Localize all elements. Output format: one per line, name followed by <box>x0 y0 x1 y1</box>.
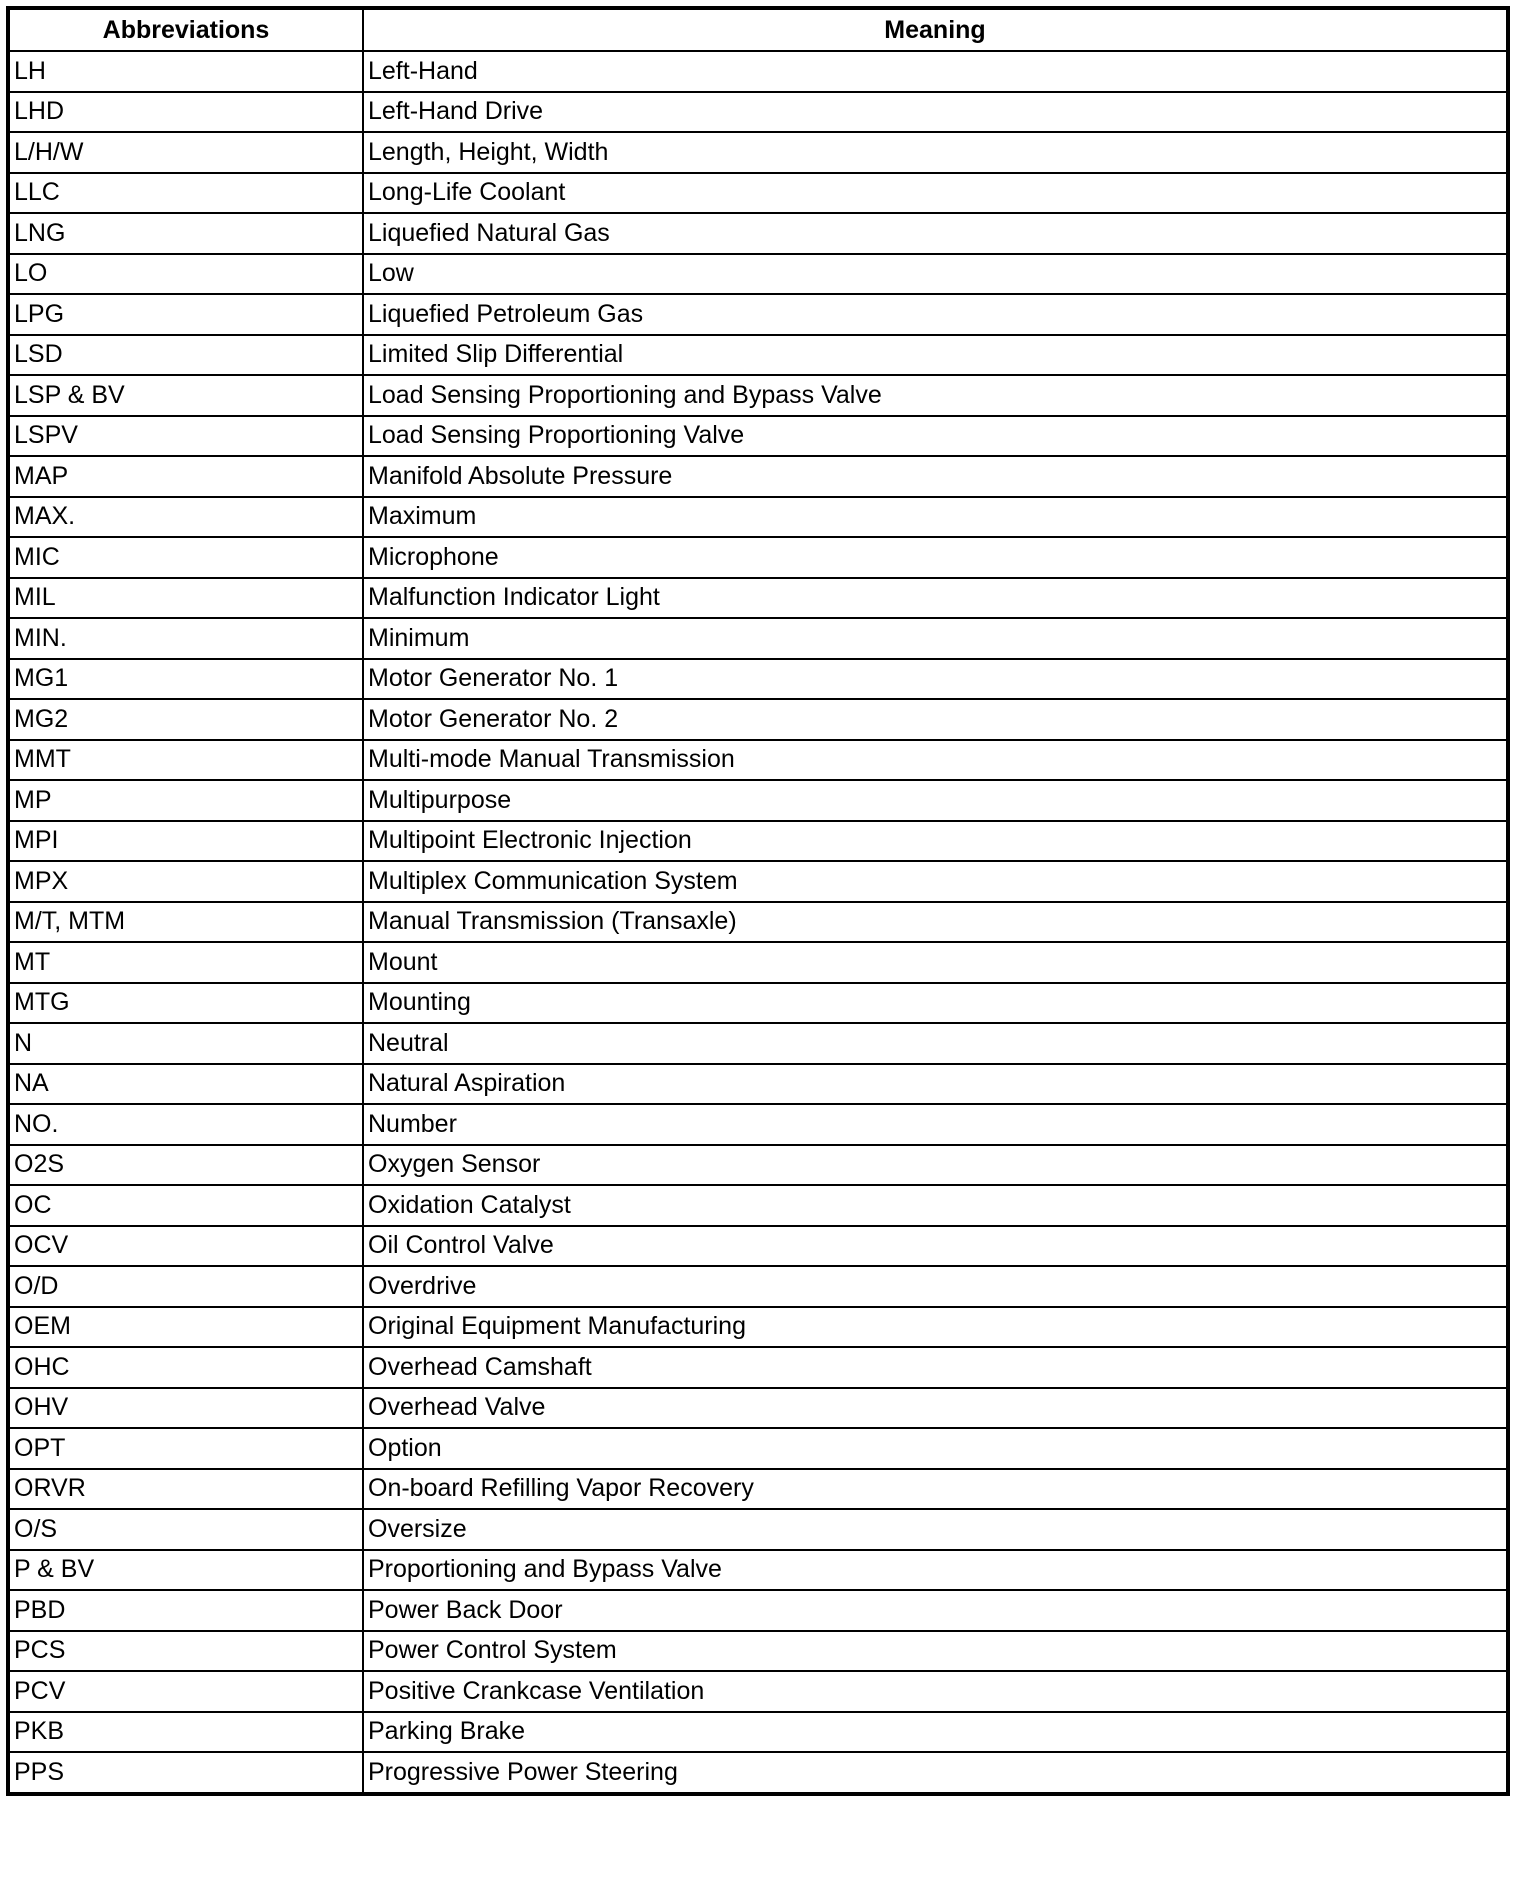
table-header <box>8 8 1508 51</box>
abbreviation-cell: O/S <box>8 1509 363 1550</box>
meaning-cell: Manual Transmission (Transaxle) <box>363 902 1508 943</box>
abbreviation-cell: O/D <box>8 1266 363 1307</box>
abbreviation-cell: OEM <box>8 1307 363 1348</box>
meaning-cell: Oxidation Catalyst <box>363 1185 1508 1226</box>
table-row <box>8 1064 1508 1105</box>
meaning-cell: Motor Generator No. 1 <box>363 659 1508 700</box>
meaning-cell: Motor Generator No. 2 <box>363 699 1508 740</box>
table-row <box>8 983 1508 1024</box>
table-row <box>8 1509 1508 1550</box>
meaning-cell: Left-Hand Drive <box>363 92 1508 133</box>
abbreviation-cell: OPT <box>8 1428 363 1469</box>
meaning-cell: Minimum <box>363 618 1508 659</box>
abbreviation-cell: OC <box>8 1185 363 1226</box>
abbreviation-cell: MTG <box>8 983 363 1024</box>
meaning-cell: Limited Slip Differential <box>363 335 1508 376</box>
abbreviation-cell: MG2 <box>8 699 363 740</box>
meaning-cell: Length, Height, Width <box>363 132 1508 173</box>
table-row <box>8 1307 1508 1348</box>
meaning-cell: Oxygen Sensor <box>363 1145 1508 1186</box>
header-row <box>8 8 1508 51</box>
table-row <box>8 1671 1508 1712</box>
meaning-cell: Microphone <box>363 537 1508 578</box>
table-row <box>8 335 1508 376</box>
abbreviation-cell: PCV <box>8 1671 363 1712</box>
meaning-cell: Mount <box>363 942 1508 983</box>
meaning-cell: Number <box>363 1104 1508 1145</box>
abbreviation-cell: M/T, MTM <box>8 902 363 943</box>
table-row <box>8 659 1508 700</box>
meaning-cell: Oil Control Valve <box>363 1226 1508 1267</box>
abbreviation-cell: NA <box>8 1064 363 1105</box>
meaning-cell: Overhead Valve <box>363 1388 1508 1429</box>
meaning-cell: Option <box>363 1428 1508 1469</box>
table-row <box>8 1752 1508 1794</box>
table-row <box>8 821 1508 862</box>
meaning-cell: Long-Life Coolant <box>363 173 1508 214</box>
meaning-cell: Original Equipment Manufacturing <box>363 1307 1508 1348</box>
table-row <box>8 92 1508 133</box>
abbreviation-cell: PPS <box>8 1752 363 1794</box>
abbreviation-cell: LSD <box>8 335 363 376</box>
abbreviation-cell: MAX. <box>8 497 363 538</box>
table-row <box>8 1226 1508 1267</box>
table-row <box>8 1712 1508 1753</box>
abbreviation-cell: MAP <box>8 456 363 497</box>
meaning-cell: Maximum <box>363 497 1508 538</box>
abbreviation-cell: LHD <box>8 92 363 133</box>
abbreviation-cell: MP <box>8 780 363 821</box>
table-row <box>8 416 1508 457</box>
abbreviation-cell: LPG <box>8 294 363 335</box>
meaning-cell: On-board Refilling Vapor Recovery <box>363 1469 1508 1510</box>
meaning-cell: Mounting <box>363 983 1508 1024</box>
meaning-cell: Multi-mode Manual Transmission <box>363 740 1508 781</box>
meaning-cell: Multipurpose <box>363 780 1508 821</box>
abbreviation-cell: LSP & BV <box>8 375 363 416</box>
meaning-cell: Oversize <box>363 1509 1508 1550</box>
meaning-cell: Liquefied Petroleum Gas <box>363 294 1508 335</box>
table-row <box>8 132 1508 173</box>
meaning-cell: Load Sensing Proportioning and Bypass Valve <box>363 375 1508 416</box>
table-row <box>8 902 1508 943</box>
table-row <box>8 1631 1508 1672</box>
table-row <box>8 578 1508 619</box>
abbreviation-cell: LSPV <box>8 416 363 457</box>
table-row <box>8 294 1508 335</box>
abbreviation-cell: L/H/W <box>8 132 363 173</box>
meaning-cell: Natural Aspiration <box>363 1064 1508 1105</box>
abbreviation-cell: LLC <box>8 173 363 214</box>
meaning-cell: Overhead Camshaft <box>363 1347 1508 1388</box>
table-row <box>8 1023 1508 1064</box>
table-row <box>8 618 1508 659</box>
table-row <box>8 740 1508 781</box>
abbreviation-cell: PCS <box>8 1631 363 1672</box>
meaning-cell: Load Sensing Proportioning Valve <box>363 416 1508 457</box>
abbreviation-cell: O2S <box>8 1145 363 1186</box>
table-row <box>8 1590 1508 1631</box>
abbreviation-cell: MIN. <box>8 618 363 659</box>
table-row <box>8 1347 1508 1388</box>
table-row <box>8 213 1508 254</box>
table-row <box>8 375 1508 416</box>
abbreviations-table <box>6 6 1510 1796</box>
abbreviation-cell: PKB <box>8 1712 363 1753</box>
abbreviation-cell: MPI <box>8 821 363 862</box>
table-row <box>8 537 1508 578</box>
table-row <box>8 51 1508 92</box>
abbreviation-cell: MT <box>8 942 363 983</box>
table-row <box>8 456 1508 497</box>
meaning-cell: Parking Brake <box>363 1712 1508 1753</box>
table-row <box>8 1145 1508 1186</box>
abbreviation-cell: MIL <box>8 578 363 619</box>
meaning-cell: Manifold Absolute Pressure <box>363 456 1508 497</box>
abbreviation-cell: OCV <box>8 1226 363 1267</box>
header-abbreviations: Abbreviations <box>8 8 363 51</box>
abbreviation-cell: OHC <box>8 1347 363 1388</box>
table-row <box>8 254 1508 295</box>
table-row <box>8 861 1508 902</box>
table-row <box>8 1469 1508 1510</box>
table-row <box>8 1104 1508 1145</box>
meaning-cell: Left-Hand <box>363 51 1508 92</box>
meaning-cell: Multipoint Electronic Injection <box>363 821 1508 862</box>
abbreviation-cell: PBD <box>8 1590 363 1631</box>
table-row <box>8 1550 1508 1591</box>
abbreviation-cell: MMT <box>8 740 363 781</box>
table-row <box>8 699 1508 740</box>
meaning-cell: Liquefied Natural Gas <box>363 213 1508 254</box>
table-row <box>8 1266 1508 1307</box>
header-meaning: Meaning <box>363 8 1508 51</box>
abbreviation-cell: MG1 <box>8 659 363 700</box>
table-body <box>8 51 1508 1794</box>
meaning-cell: Malfunction Indicator Light <box>363 578 1508 619</box>
abbreviations-table-container <box>6 6 1510 1796</box>
meaning-cell: Power Control System <box>363 1631 1508 1672</box>
abbreviation-cell: LH <box>8 51 363 92</box>
abbreviation-cell: LO <box>8 254 363 295</box>
table-row <box>8 942 1508 983</box>
table-row <box>8 1428 1508 1469</box>
table-row <box>8 1185 1508 1226</box>
meaning-cell: Positive Crankcase Ventilation <box>363 1671 1508 1712</box>
table-row <box>8 173 1508 214</box>
table-row <box>8 497 1508 538</box>
abbreviation-cell: NO. <box>8 1104 363 1145</box>
abbreviation-cell: MPX <box>8 861 363 902</box>
table-row <box>8 780 1508 821</box>
meaning-cell: Power Back Door <box>363 1590 1508 1631</box>
abbreviation-cell: P & BV <box>8 1550 363 1591</box>
meaning-cell: Multiplex Communication System <box>363 861 1508 902</box>
meaning-cell: Progressive Power Steering <box>363 1752 1508 1794</box>
abbreviation-cell: ORVR <box>8 1469 363 1510</box>
abbreviation-cell: OHV <box>8 1388 363 1429</box>
abbreviation-cell: MIC <box>8 537 363 578</box>
abbreviation-cell: N <box>8 1023 363 1064</box>
meaning-cell: Low <box>363 254 1508 295</box>
abbreviation-cell: LNG <box>8 213 363 254</box>
meaning-cell: Overdrive <box>363 1266 1508 1307</box>
table-row <box>8 1388 1508 1429</box>
meaning-cell: Neutral <box>363 1023 1508 1064</box>
meaning-cell: Proportioning and Bypass Valve <box>363 1550 1508 1591</box>
